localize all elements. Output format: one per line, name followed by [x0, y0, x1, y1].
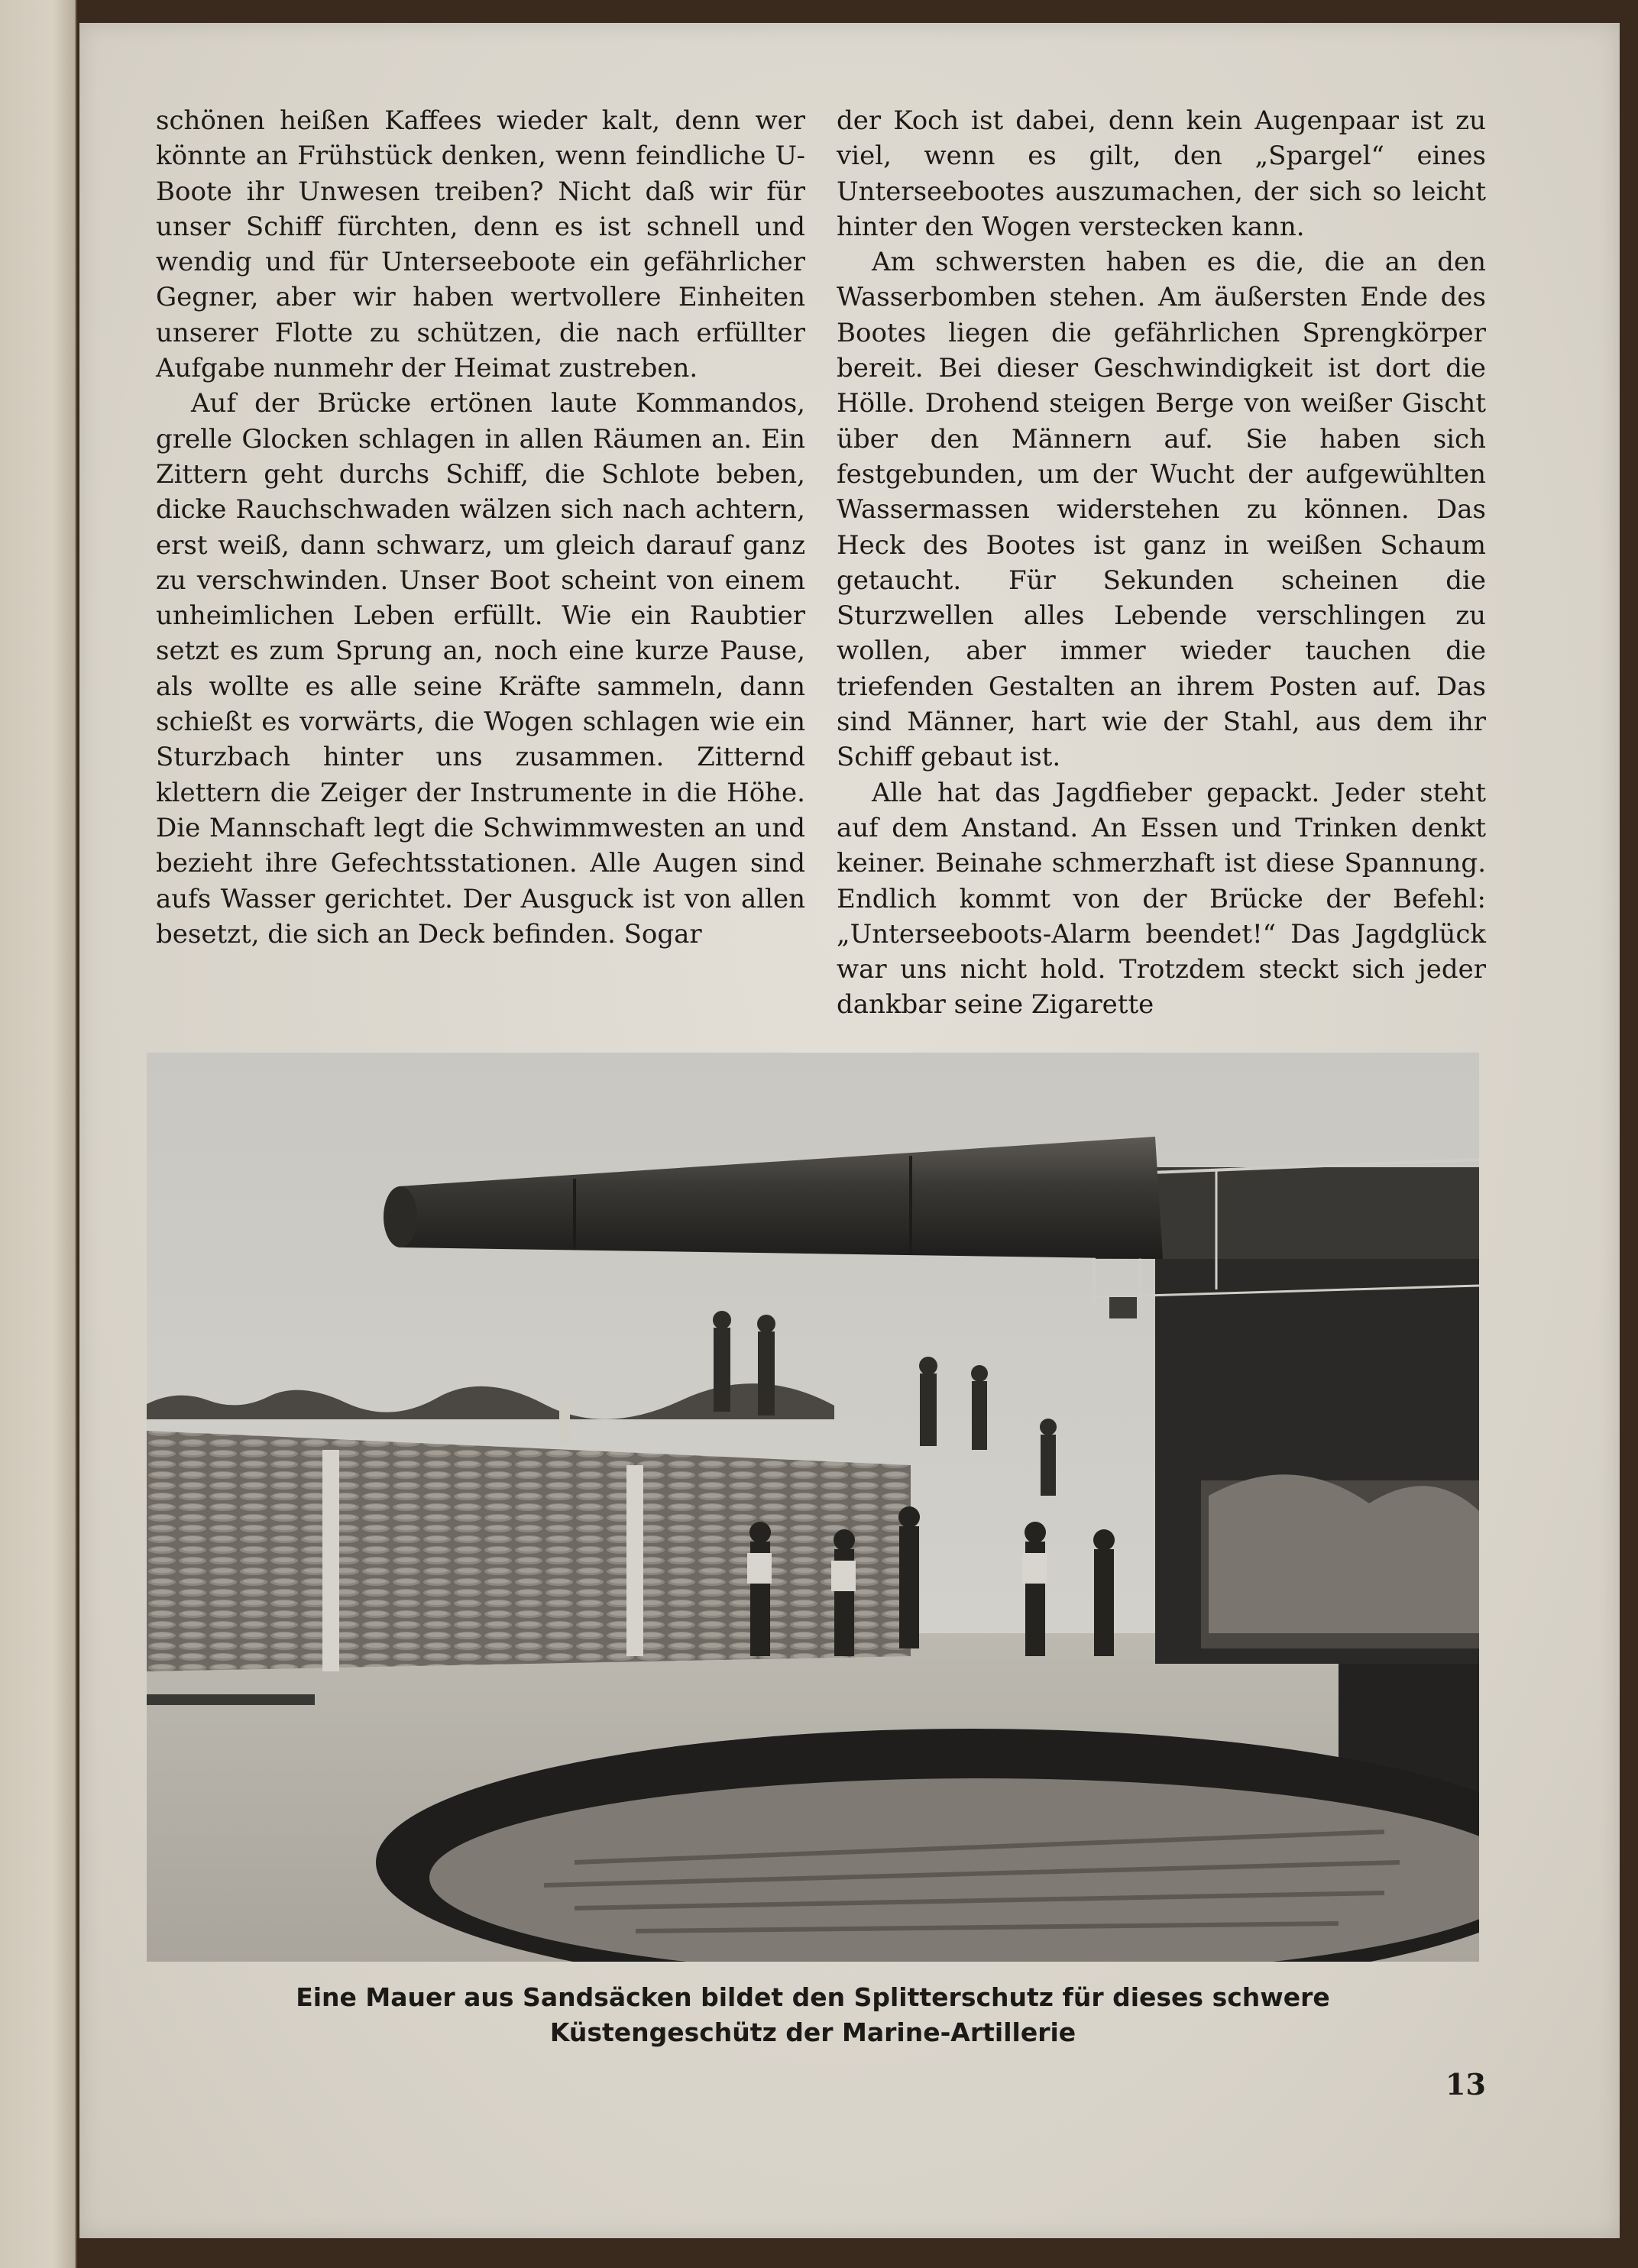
paragraph: Am schwersten haben es die, die an den Wasserbomben stehen. Am äußersten Ende des Bootes liegen die gefährlichen Sprengkörper bereit. Bei dieser Geschwindigkeit ist dort die Hölle. Drohend steigen Berge von weißer Gischt über den Männern auf. Sie haben sich festgebunden, um der Wucht der aufgewühlten Wassermassen widerstehen zu können. Das Heck des Bootes ist ganz in weißen Schaum getaucht. Für Sekunden scheinen die Sturzwellen alles Lebende verschlingen zu wollen, aber immer wieder tauchen die triefenden Gestalten an ihrem Posten auf. Das sind Männer, hart wie der Stahl, aus dem ihr Schiff gebaut ist.	[837, 247, 1486, 773]
coastal-gun-photograph	[147, 1053, 1479, 1962]
page-number: 13	[1445, 2067, 1486, 2101]
paragraph: der Koch ist dabei, denn kein Augenpaar ist zu viel, wenn es gilt, den „Spargel“ eines Unterseebootes auszumachen, der sich so leicht hinter den Wogen verstecken kann.	[837, 105, 1486, 242]
caption-line: Eine Mauer aus Sandsäcken bildet den Splitterschutz für dieses schwere	[296, 1982, 1330, 2012]
text-column-left	[156, 103, 805, 952]
paragraph: schönen heißen Kaffees wieder kalt, denn wer könnte an Frühstück denken, wenn feindliche U-Boote ihr Unwesen treiben? Nicht daß wir für unser Schiff fürchten, denn es ist schnell und wendig und für Unterseeboote ein gefährlicher Gegner, aber wir haben wertvollere Einheiten unserer Flotte zu schützen, die nach erfüllter Aufgabe nunmehr der Heimat zustreben.	[156, 105, 805, 384]
photo-caption	[147, 1980, 1479, 2050]
caption-line: Küstengeschütz der Marine-Artillerie	[549, 2017, 1076, 2047]
previous-page-edge	[0, 0, 76, 2268]
paragraph: Alle hat das Jagdfieber gepackt. Jeder steht auf dem Anstand. An Essen und Trinken denkt keiner. Beinahe schmerzhaft ist diese Spannung. Endlich kommt von der Brücke der Befehl: „Unterseeboots-Alarm beendet!“ Das Jagdglück war uns nicht hold. Trotzdem steckt sich jeder dankbar seine Zigarette	[837, 777, 1486, 1021]
photo-illustration	[147, 1053, 1479, 1962]
book-page	[79, 23, 1620, 2238]
paragraph: Auf der Brücke ertönen laute Kommandos, grelle Glocken schlagen in allen Räumen an. Ein Zittern geht durchs Schiff, die Schlote beben, dicke Rauchschwaden wälzen sich nach achtern, erst weiß, dann schwarz, um gleich darauf ganz zu verschwinden. Unser Boot scheint von einem unheimlichen Leben erfüllt. Wie ein Raubtier setzt es zum Sprung an, noch eine kurze Pause, als wollte es alle seine Kräfte sammeln, dann schießt es vorwärts, die Wogen schlagen wie ein Sturzbach hinter uns zusammen. Zitternd klettern die Zeiger der Instrumente in die Höhe. Die Mannschaft legt die Schwimmwesten an und bezieht ihre Gefechtsstationen. Alle Augen sind aufs Wasser gerichtet. Der Ausguck ist von allen besetzt, die sich an Deck befinden. Sogar	[156, 388, 805, 950]
text-column-right	[837, 103, 1486, 1023]
